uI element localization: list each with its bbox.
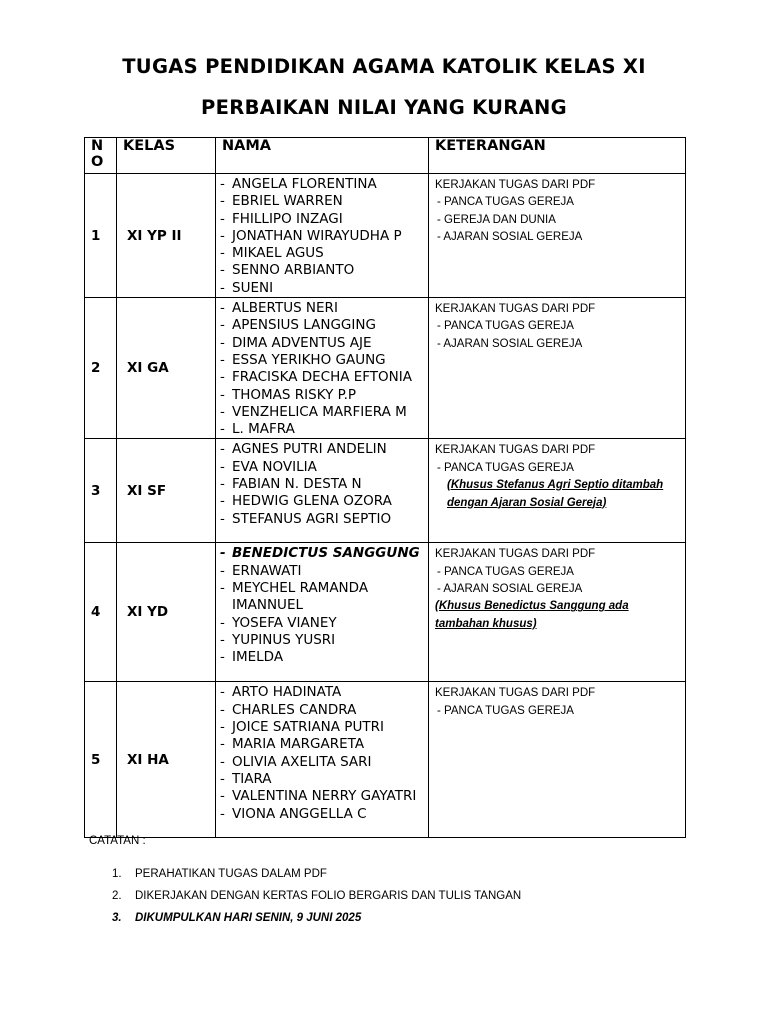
student-name: - BENEDICTUS SANGGUNG	[220, 545, 428, 562]
header-nama: NAMA	[216, 138, 429, 174]
table-row	[85, 174, 686, 298]
row-keterangan	[429, 439, 686, 543]
header-keterangan: KETERANGAN	[429, 138, 686, 174]
student-name: - JOICE SATRIANA PUTRI	[220, 719, 428, 736]
ket-item: - GEREJA DAN DUNIA	[435, 212, 685, 229]
note-text: DIKERJAKAN DENGAN KERTAS FOLIO BERGARIS DAN TULIS TANGAN	[135, 890, 522, 902]
student-name: - DIMA ADVENTUS AJE	[220, 335, 428, 352]
note-item	[112, 888, 612, 910]
document-title: TUGAS PENDIDIKAN AGAMA KATOLIK KELAS XI	[122, 55, 646, 78]
student-name: - ERNAWATI	[220, 563, 428, 580]
row-kelas: XI GA	[117, 298, 216, 439]
ket-item: - AJARAN SOSIAL GEREJA	[435, 336, 685, 353]
student-name: - EBRIEL WARREN	[220, 193, 428, 210]
ket-heading: KERJAKAN TUGAS DARI PDF	[435, 444, 596, 457]
student-name: - ALBERTUS NERI	[220, 300, 428, 317]
student-name: - VENZHELICA MARFIERA M	[220, 404, 428, 421]
student-name: - ESSA YERIKHO GAUNG	[220, 352, 428, 369]
ket-heading: KERJAKAN TUGAS DARI PDF	[435, 179, 596, 191]
student-name: - THOMAS RISKY P.P	[220, 387, 428, 404]
table-row	[85, 543, 686, 682]
note-text: PERAHATIKAN TUGAS DALAM PDF	[135, 868, 327, 880]
student-name: - OLIVIA AXELITA SARI	[220, 754, 428, 771]
note-number: 2.	[112, 890, 122, 902]
student-name: - SENNO ARBIANTO	[220, 262, 428, 279]
student-name: - MEYCHEL RAMANDA IMANNUEL	[220, 580, 428, 615]
student-name: - STEFANUS AGRI SEPTIO	[220, 511, 428, 528]
note-item	[112, 866, 612, 888]
row-kelas: XI YP II	[117, 174, 216, 298]
student-name: - L. MAFRA	[220, 421, 428, 438]
ket-item: - PANCA TUGAS GEREJA	[435, 194, 685, 211]
notes-list	[112, 866, 612, 932]
document-subtitle: PERBAIKAN NILAI YANG KURANG	[201, 96, 567, 119]
ket-heading: KERJAKAN TUGAS DARI PDF	[435, 687, 596, 700]
student-name: - MARIA MARGARETA	[220, 736, 428, 753]
ket-item: - AJARAN SOSIAL GEREJA	[435, 229, 685, 246]
row-names	[216, 682, 429, 838]
student-name: - FABIAN N. DESTA N	[220, 476, 428, 493]
row-number: 2	[85, 298, 117, 439]
student-name: - HEDWIG GLENA OZORA	[220, 493, 428, 510]
student-name: - APENSIUS LANGGING	[220, 317, 428, 334]
student-name: - VIONA ANGGELLA C	[220, 806, 428, 823]
student-name: - MIKAEL AGUS	[220, 245, 428, 262]
header-kelas: KELAS	[117, 138, 216, 174]
ket-item: - PANCA TUGAS GEREJA	[435, 460, 685, 477]
student-name: - CHARLES CANDRA	[220, 702, 428, 719]
student-name: - VALENTINA NERRY GAYATRI	[220, 788, 428, 805]
student-name: - AGNES PUTRI ANDELIN	[220, 441, 428, 458]
note-number: 1.	[112, 868, 122, 880]
table-header-row	[85, 138, 686, 174]
row-keterangan	[429, 543, 686, 682]
table-row	[85, 439, 686, 543]
row-names	[216, 543, 429, 682]
note-number: 3.	[112, 912, 122, 924]
student-name: - YUPINUS YUSRI	[220, 632, 428, 649]
class-table	[84, 137, 686, 838]
ket-special-note: (Khusus Benedictus Sanggung ada tambahan khusus)	[435, 600, 629, 630]
ket-special-note: (Khusus Stefanus Agri Septio ditambah dengan Ajaran Sosial Gereja)	[447, 479, 664, 509]
row-number: 4	[85, 543, 117, 682]
student-name: - JONATHAN WIRAYUDHA P	[220, 228, 428, 245]
student-name: - EVA NOVILIA	[220, 459, 428, 476]
ket-item: - AJARAN SOSIAL GEREJA	[435, 581, 685, 598]
row-kelas: XI HA	[117, 682, 216, 838]
student-name: - TIARA	[220, 771, 428, 788]
row-keterangan	[429, 682, 686, 838]
table-row	[85, 298, 686, 439]
catatan-label: CATATAN :	[89, 835, 146, 847]
student-name: - IMELDA	[220, 649, 428, 666]
ket-item: - PANCA TUGAS GEREJA	[435, 564, 685, 581]
row-kelas: XI YD	[117, 543, 216, 682]
note-item	[112, 910, 612, 932]
table-row	[85, 682, 686, 838]
notes-section	[89, 835, 522, 924]
row-number: 3	[85, 439, 117, 543]
ket-item: - PANCA TUGAS GEREJA	[435, 318, 685, 335]
row-names	[216, 439, 429, 543]
ket-item: - PANCA TUGAS GEREJA	[435, 703, 685, 720]
row-keterangan	[429, 174, 686, 298]
student-name: - YOSEFA VIANEY	[220, 615, 428, 632]
student-name: - FRACISKA DECHA EFTONIA	[220, 369, 428, 386]
row-kelas: XI SF	[117, 439, 216, 543]
row-names	[216, 174, 429, 298]
row-number: 5	[85, 682, 117, 838]
row-number: 1	[85, 174, 117, 298]
row-keterangan	[429, 298, 686, 439]
student-name: - FHILLIPO INZAGI	[220, 211, 428, 228]
ket-heading: KERJAKAN TUGAS DARI PDF	[435, 303, 596, 316]
note-text: DIKUMPULKAN HARI SENIN, 9 JUNI 2025	[135, 912, 362, 924]
row-names	[216, 298, 429, 439]
student-name: - SUENI	[220, 280, 428, 297]
ket-heading: KERJAKAN TUGAS DARI PDF	[435, 548, 596, 561]
student-name: - ANGELA FLORENTINA	[220, 176, 428, 193]
header-no: N O	[85, 138, 117, 174]
student-name: - ARTO HADINATA	[220, 684, 428, 701]
